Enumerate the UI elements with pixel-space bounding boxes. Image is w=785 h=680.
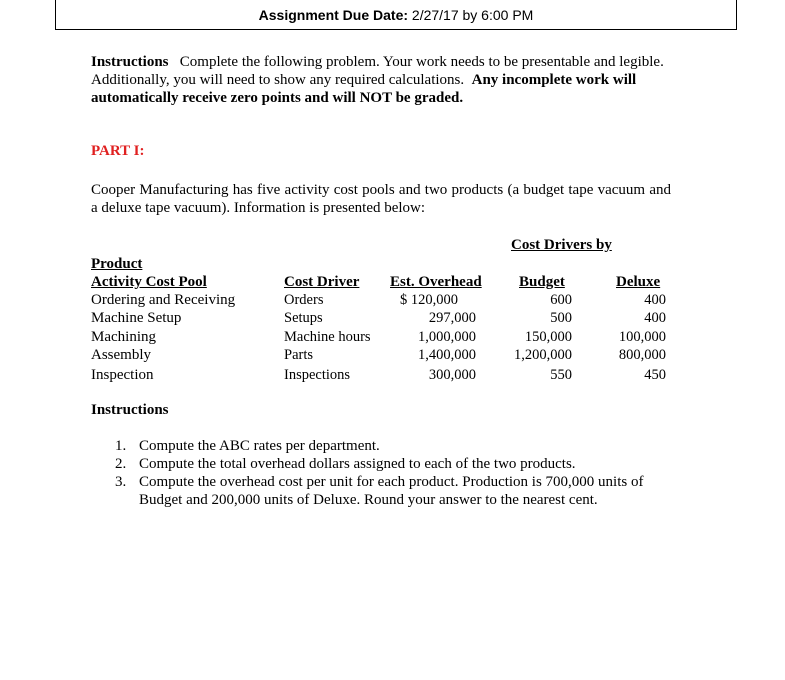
table-row-deluxe: 450 — [644, 367, 666, 383]
budget-header: Budget — [519, 274, 565, 290]
cost-driver-header: Cost Driver — [284, 274, 360, 290]
instructions-heading-2: Instructions — [91, 402, 169, 418]
instructions-list — [115, 437, 675, 509]
table-row-driver: Setups — [284, 310, 323, 326]
table-row-pool: Inspection — [91, 367, 154, 383]
due-date-header — [55, 0, 737, 30]
table-row-driver: Inspections — [284, 367, 351, 383]
table-row-driver: Machine hours — [284, 329, 371, 345]
table-row-overhead: 297,000 — [428, 310, 476, 326]
table-row-pool: Ordering and Receiving — [91, 292, 236, 308]
intro-paragraph: Cooper Manufacturing has five activity cost pools and two products (a budget tape vacuum and a deluxe tape vacuum). Information is presented below: — [91, 182, 671, 216]
table-row-deluxe: 100,000 — [618, 329, 666, 345]
list-item: 3. Compute the overhead cost per unit for each product. Production is 700,000 units of Budget and 200,000 units of Deluxe. Round your answer to the nearest cent. — [115, 474, 644, 508]
table-row-budget: 150,000 — [524, 329, 572, 345]
table-row-overhead: 1,400,000 — [418, 347, 476, 363]
list-item: 1. Compute the ABC rates per department. — [115, 438, 380, 454]
table-row-pool: Machine Setup — [91, 310, 182, 326]
instructions-text: Complete the following problem. Your work needs to be presentable and legible. Additionally, you will need to show any required calculations. — [91, 54, 664, 88]
table-row-driver: Parts — [284, 347, 313, 363]
table-row-overhead: $ 120,000 — [400, 292, 458, 308]
table-row-budget: 600 — [550, 292, 572, 308]
table-row-deluxe: 400 — [644, 310, 666, 326]
table-row-budget: 500 — [550, 310, 572, 326]
part-heading: PART I: — [91, 143, 145, 159]
due-date-value: 2/27/17 by 6:00 PM — [411, 7, 534, 23]
table-row-overhead: 300,000 — [428, 367, 476, 383]
table-row-budget: 1,200,000 — [514, 347, 572, 363]
table-row-overhead: 1,000,000 — [418, 329, 476, 345]
activity-pool-header: Activity Cost Pool — [91, 274, 207, 290]
table-row-budget: 550 — [550, 367, 572, 383]
instructions-paragraph — [91, 53, 671, 107]
cost-drivers-header: Cost Drivers by — [511, 237, 612, 253]
product-header: Product — [91, 256, 143, 272]
table-row-driver: Orders — [284, 292, 324, 308]
due-date-label: Assignment Due Date: — [258, 7, 409, 23]
est-overhead-header: Est. Overhead — [390, 274, 482, 290]
table-row-pool: Assembly — [91, 347, 151, 363]
instructions-heading: Instructions — [91, 54, 169, 70]
table-row-deluxe: 400 — [644, 292, 666, 308]
deluxe-header: Deluxe — [616, 274, 661, 290]
instructions-warning: Any incomplete work will automatically receive zero points and will NOT be graded. — [91, 72, 637, 106]
table-row-pool: Machining — [91, 329, 156, 345]
list-item: 2. Compute the total overhead dollars assigned to each of the two products. — [115, 456, 576, 472]
table-row-deluxe: 800,000 — [618, 347, 666, 363]
